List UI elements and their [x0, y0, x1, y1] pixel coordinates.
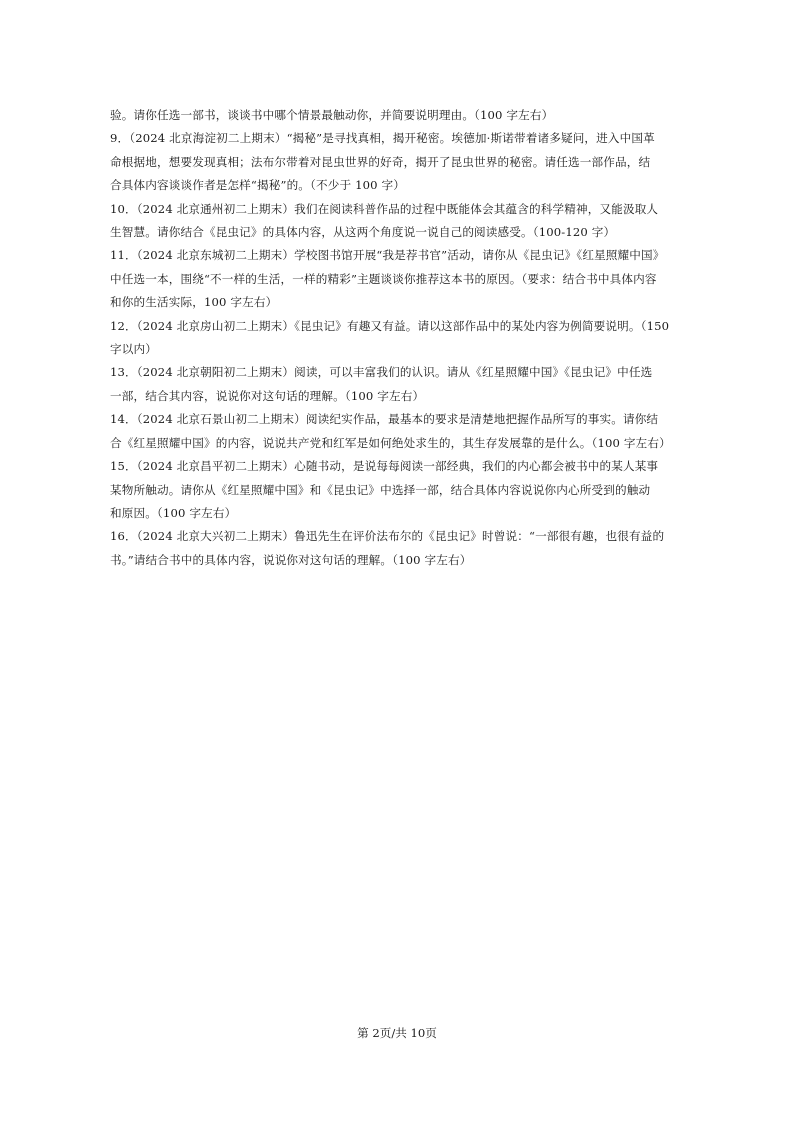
question-item-q13	[110, 361, 690, 408]
page-number: 第 2页/共 10页	[357, 1026, 437, 1040]
question-text-line: 一部，结合其内容，说说你对这句话的理解。（100 字左右）	[110, 388, 425, 403]
question-item-q14	[110, 408, 690, 455]
question-item-q11	[110, 244, 690, 314]
question-text-line: 10．（2024 北京通州初二上期末）我们在阅读科普作品的过程中既能体会其蕴含的科学精神，又能汲取人	[110, 201, 659, 216]
question-text-line: 和你的生活实际，100 字左右）	[110, 295, 278, 310]
question-text-line: 生智慧。请你结合《昆虫记》的具体内容，从这两个角度说一说自己的阅读感受。（100-120 字）	[110, 225, 616, 240]
question-text-line: 12．（2024 北京房山初二上期末）《昆虫记》有趣又有益。请以这部作品中的某处内容为例简要说明。（150	[110, 318, 670, 333]
question-text-line: 15．（2024 北京昌平初二上期末）心随书动，是说每每阅读一部经典，我们的内心都会被书中的某人某事	[110, 459, 659, 474]
question-text-line: 9．（2024 北京海淀初二上期末）“揭秘”是寻找真相，揭开秘密。埃德加·斯诺带着诸多疑问，进入中国革	[110, 131, 655, 146]
question-item-q8-continued	[110, 104, 690, 127]
question-item-q12	[110, 315, 690, 362]
question-list	[110, 104, 690, 572]
question-item-q16	[110, 525, 690, 572]
question-text-line: 14．（2024 北京石景山初二上期末）阅读纪实作品，最基本的要求是清楚地把握作品所写的事实。请你结	[110, 412, 659, 427]
question-text-line: 合《红星照耀中国》的内容，说说共产党和红军是如何绝处求生的，其生存发展靠的是什么。（100 字左右）	[110, 435, 671, 450]
question-item-q15	[110, 455, 690, 525]
question-text-line: 16．（2024 北京大兴初二上期末）鲁迅先生在评价法布尔的《昆虫记》时曾说：“一部很有趣，也很有益的	[110, 529, 665, 544]
question-text-line: 中任选一本，围绕“不一样的生活，一样的精彩”主题谈谈你推荐这本书的原因。（要求：结合书中具体内容	[110, 271, 657, 286]
question-text-line: 和原因。（100 字左右）	[110, 505, 237, 520]
question-item-q9	[110, 127, 690, 197]
question-text-line: 某物所触动。请你从《红星照耀中国》和《昆虫记》中选择一部，结合具体内容说说你内心所受到的触动	[110, 482, 651, 497]
question-text-line: 字以内）	[110, 342, 157, 357]
question-text-line: 验。请你任选一部书，谈谈书中哪个情景最触动你，并简要说明理由。（100 字左右）	[110, 108, 554, 122]
question-text-line: 命根据地，想要发现真相；法布尔带着对昆虫世界的好奇，揭开了昆虫世界的秘密。请任选一部作品，结	[110, 154, 651, 169]
question-text-line: 13．（2024 北京朝阳初二上期末）阅读，可以丰富我们的认识。请从《红星照耀中国》《昆虫记》中任选	[110, 365, 653, 380]
question-text-line: 书。”请结合书中的具体内容，说说你对这句话的理解。（100 字左右）	[110, 552, 472, 567]
question-text-line: 合具体内容谈谈作者是怎样“揭秘”的。（不少于 100 字）	[110, 178, 405, 193]
question-text-line: 11．（2024 北京东城初二上期末）学校图书馆开展“我是荐书官”活动，请你从《昆虫记》《红星照耀中国》	[110, 248, 665, 263]
question-item-q10	[110, 198, 690, 245]
